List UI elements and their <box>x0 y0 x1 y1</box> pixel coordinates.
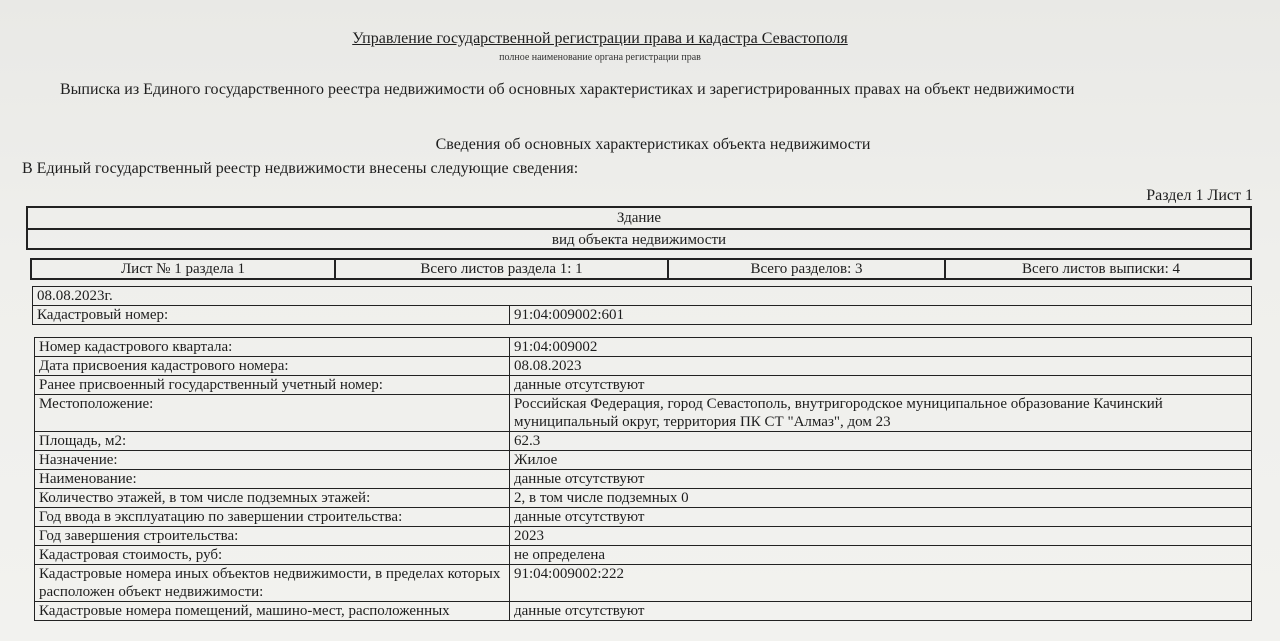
row-label: Год завершения строительства: <box>35 527 510 546</box>
row-label: Номер кадастрового квартала: <box>35 338 510 357</box>
row-value: 2023 <box>510 527 1252 546</box>
characteristics-table <box>34 337 1252 621</box>
row-label: Кадастровая стоимость, руб: <box>35 546 510 565</box>
row-value: 91:04:009002:222 <box>510 565 1252 602</box>
date-row <box>33 287 1252 306</box>
row-value: данные отсутствуют <box>510 508 1252 527</box>
row-label: Местоположение: <box>35 395 510 432</box>
row-value: 08.08.2023 <box>510 357 1252 376</box>
row-value: данные отсутствуют <box>510 602 1252 621</box>
table-row <box>35 602 1252 621</box>
intro-text: В Единый государственный реестр недвижимости внесены следующие сведения: <box>22 160 579 177</box>
table-row <box>35 357 1252 376</box>
row-value: 62.3 <box>510 432 1252 451</box>
row-value: данные отсутствуют <box>510 470 1252 489</box>
row-label: Дата присвоения кадастрового номера: <box>35 357 510 376</box>
sections-total: Всего разделов: 3 <box>669 260 946 278</box>
section-title: Сведения об основных характеристиках объекта недвижимости <box>435 136 871 153</box>
row-label: Кадастровые номера помещений, машино-мест, расположенных <box>35 602 510 621</box>
row-value: не определена <box>510 546 1252 565</box>
table-row <box>35 451 1252 470</box>
table-row <box>35 338 1252 357</box>
row-label: Кадастровые номера иных объектов недвижимости, в пределах которых расположен объект недвижимости: <box>35 565 510 602</box>
agency-name: Управление государственной регистрации права и кадастра Севастополя <box>352 30 848 47</box>
row-label: Ранее присвоенный государственный учетный номер: <box>35 376 510 395</box>
row-label: Площадь, м2: <box>35 432 510 451</box>
table-row <box>35 489 1252 508</box>
cadastral-number-label: Кадастровый номер: <box>33 306 510 325</box>
sheet-info-row <box>30 258 1252 280</box>
row-value: данные отсутствуют <box>510 376 1252 395</box>
row-value: Жилое <box>510 451 1252 470</box>
object-kind-label: вид объекта недвижимости <box>28 228 1250 250</box>
part-sheet-label: Раздел 1 Лист 1 <box>1146 187 1253 204</box>
date-table <box>32 286 1252 325</box>
table-row <box>35 565 1252 602</box>
table-row <box>35 395 1252 432</box>
object-type-box <box>26 206 1252 250</box>
row-value: 2, в том числе подземных 0 <box>510 489 1252 508</box>
row-value: 91:04:009002 <box>510 338 1252 357</box>
row-label: Год ввода в эксплуатацию по завершении строительства: <box>35 508 510 527</box>
row-label: Назначение: <box>35 451 510 470</box>
table-row <box>35 432 1252 451</box>
table-row <box>35 546 1252 565</box>
document-title: Выписка из Единого государственного реестра недвижимости об основных характеристиках и зарегистрированных правах на объект недвижимости <box>60 81 1075 98</box>
row-label: Наименование: <box>35 470 510 489</box>
table-row <box>35 470 1252 489</box>
table-row <box>35 527 1252 546</box>
row-value: Российская Федерация, город Севастополь, внутригородское муниципальное образование Качинский муниципальный округ, территория ПК СТ "Алмаз", дом 23 <box>510 395 1252 432</box>
row-label: Количество этажей, в том числе подземных этажей: <box>35 489 510 508</box>
sheet-number: Лист № 1 раздела 1 <box>32 260 336 278</box>
cadastral-number-value: 91:04:009002:601 <box>510 306 1252 325</box>
sheets-total: Всего листов выписки: 4 <box>1022 261 1180 277</box>
table-row <box>35 376 1252 395</box>
extract-date: 08.08.2023г. <box>33 287 1252 306</box>
object-type: Здание <box>616 210 662 226</box>
agency-note: полное наименование органа регистрации прав <box>499 52 701 63</box>
sheets-in-section: Всего листов раздела 1: 1 <box>336 260 669 278</box>
table-row <box>35 508 1252 527</box>
cadastral-number-row <box>33 306 1252 325</box>
